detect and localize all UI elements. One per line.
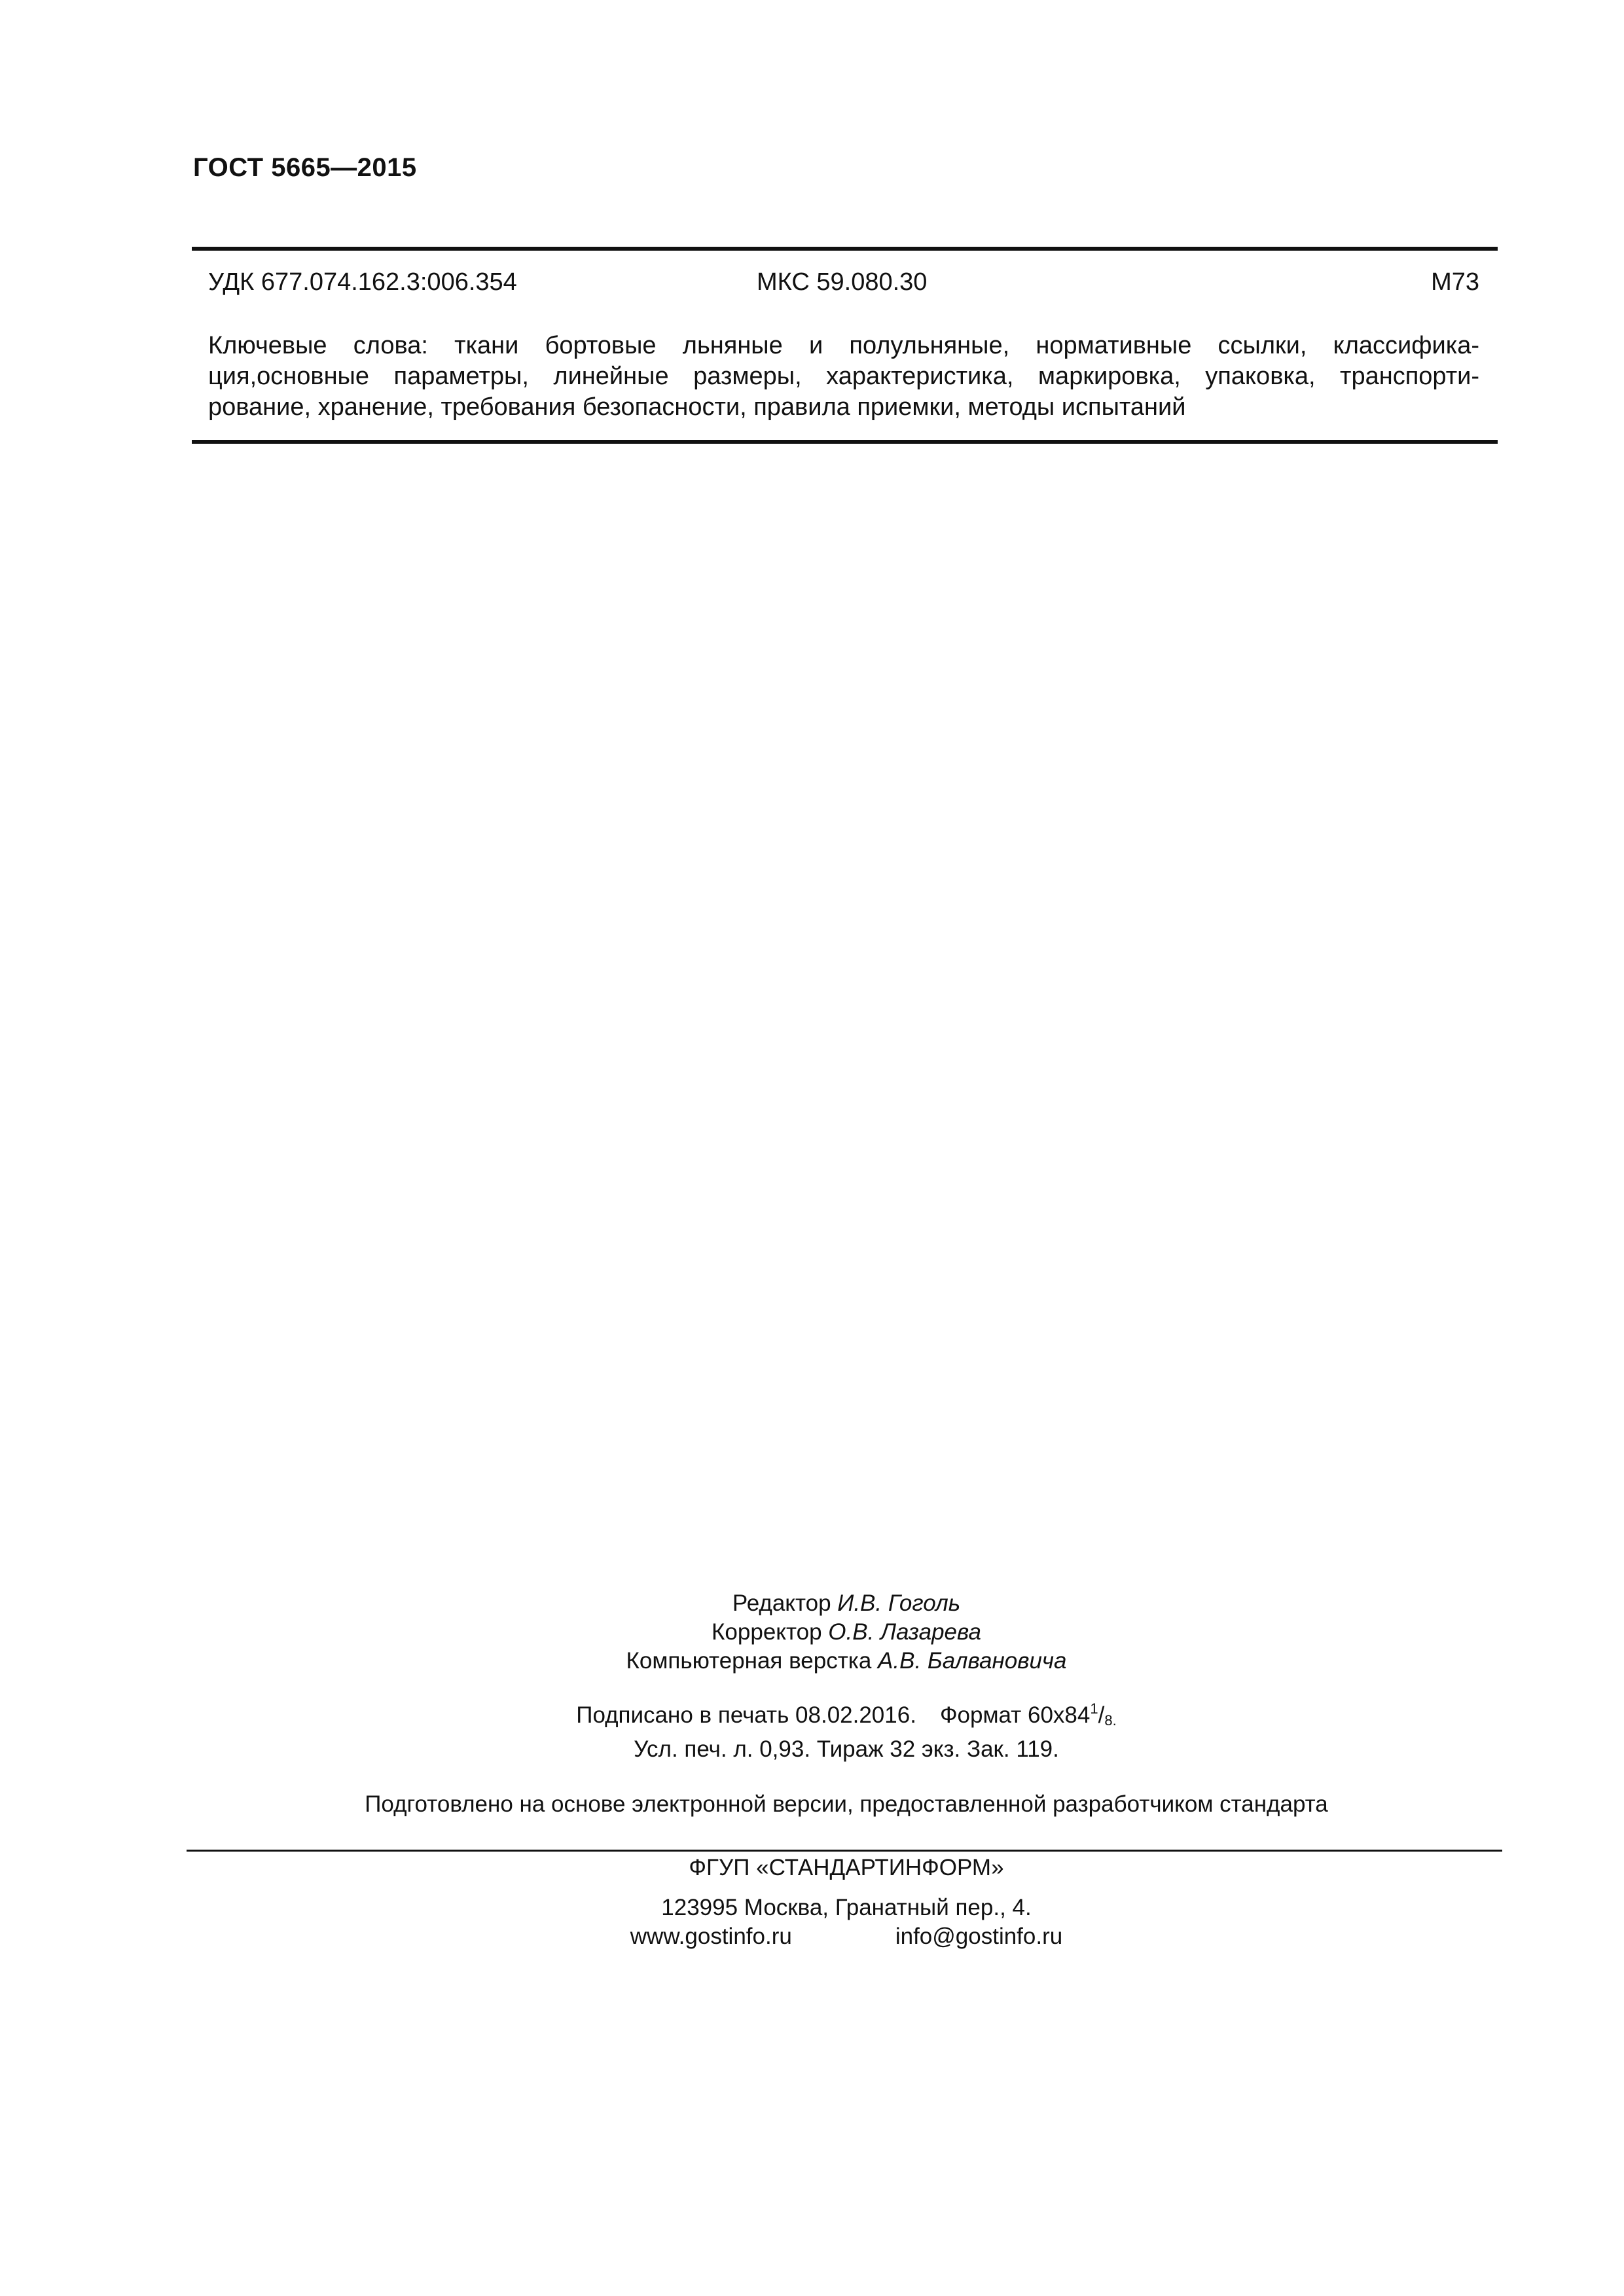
publisher-address: 123995 Москва, Гранатный пер., 4. <box>661 1895 1032 1920</box>
print-details <box>192 1695 1501 1764</box>
layout-role: Компьютерная верстка <box>626 1648 872 1674</box>
bottom-divider <box>192 440 1498 444</box>
signed-date: Подписано в печать 08.02.2016. <box>576 1702 916 1728</box>
publisher-contacts <box>192 1893 1501 1951</box>
prepared-note: Подготовлено на основе электронной версии, предоставленной разработчиком стандарта <box>365 1791 1328 1817</box>
website-link[interactable]: www.gostinfo.ru <box>630 1924 792 1949</box>
layout-name: А.В. Балвановича <box>878 1648 1067 1674</box>
publisher-name: ФГУП «СТАНДАРТИНФОРМ» <box>689 1855 1004 1880</box>
mks-code: МКС 59.080.30 <box>757 268 928 296</box>
corrector-role: Корректор <box>712 1619 822 1645</box>
editor-line <box>192 1589 1501 1618</box>
editor-role: Редактор <box>732 1590 831 1616</box>
classification-row <box>208 268 1479 301</box>
email-link[interactable]: info@gostinfo.ru <box>895 1924 1063 1949</box>
contacts-line <box>192 1922 1501 1951</box>
keywords-line-2: ция,основные параметры, линейные размеры, характеристика, маркировка, упаковка, транспорти- <box>208 363 1479 390</box>
corrector-line <box>192 1618 1501 1647</box>
format-denominator: 8 <box>1104 1712 1113 1729</box>
keywords-line-1: Ключевые слова: ткани бортовые льняные и полульняные, нормативные ссылки, классифика- <box>208 332 1479 359</box>
keywords-paragraph <box>208 331 1479 423</box>
udk-code: УДК 677.074.162.3:006.354 <box>208 268 517 296</box>
signed-line <box>192 1695 1501 1735</box>
print-info: Усл. печ. л. 0,93. Тираж 32 экз. Зак. 119. <box>634 1736 1059 1762</box>
okstu-code: М73 <box>1431 268 1479 296</box>
layout-line <box>192 1647 1501 1676</box>
publisher-divider <box>187 1850 1502 1852</box>
top-divider <box>192 247 1498 251</box>
document-code: ГОСТ 5665—2015 <box>193 153 417 182</box>
editor-name: И.В. Гоголь <box>837 1590 961 1616</box>
format-numerator: 1 <box>1090 1700 1098 1717</box>
keywords-line-3: рование, хранение, требования безопасности, правила приемки, методы испытаний <box>208 393 1186 421</box>
paper-format: Формат $60х84^1/_{8.}$ <box>939 1700 1117 1729</box>
credits-block <box>192 1589 1501 1676</box>
corrector-name: О.В. Лазарева <box>828 1619 981 1645</box>
